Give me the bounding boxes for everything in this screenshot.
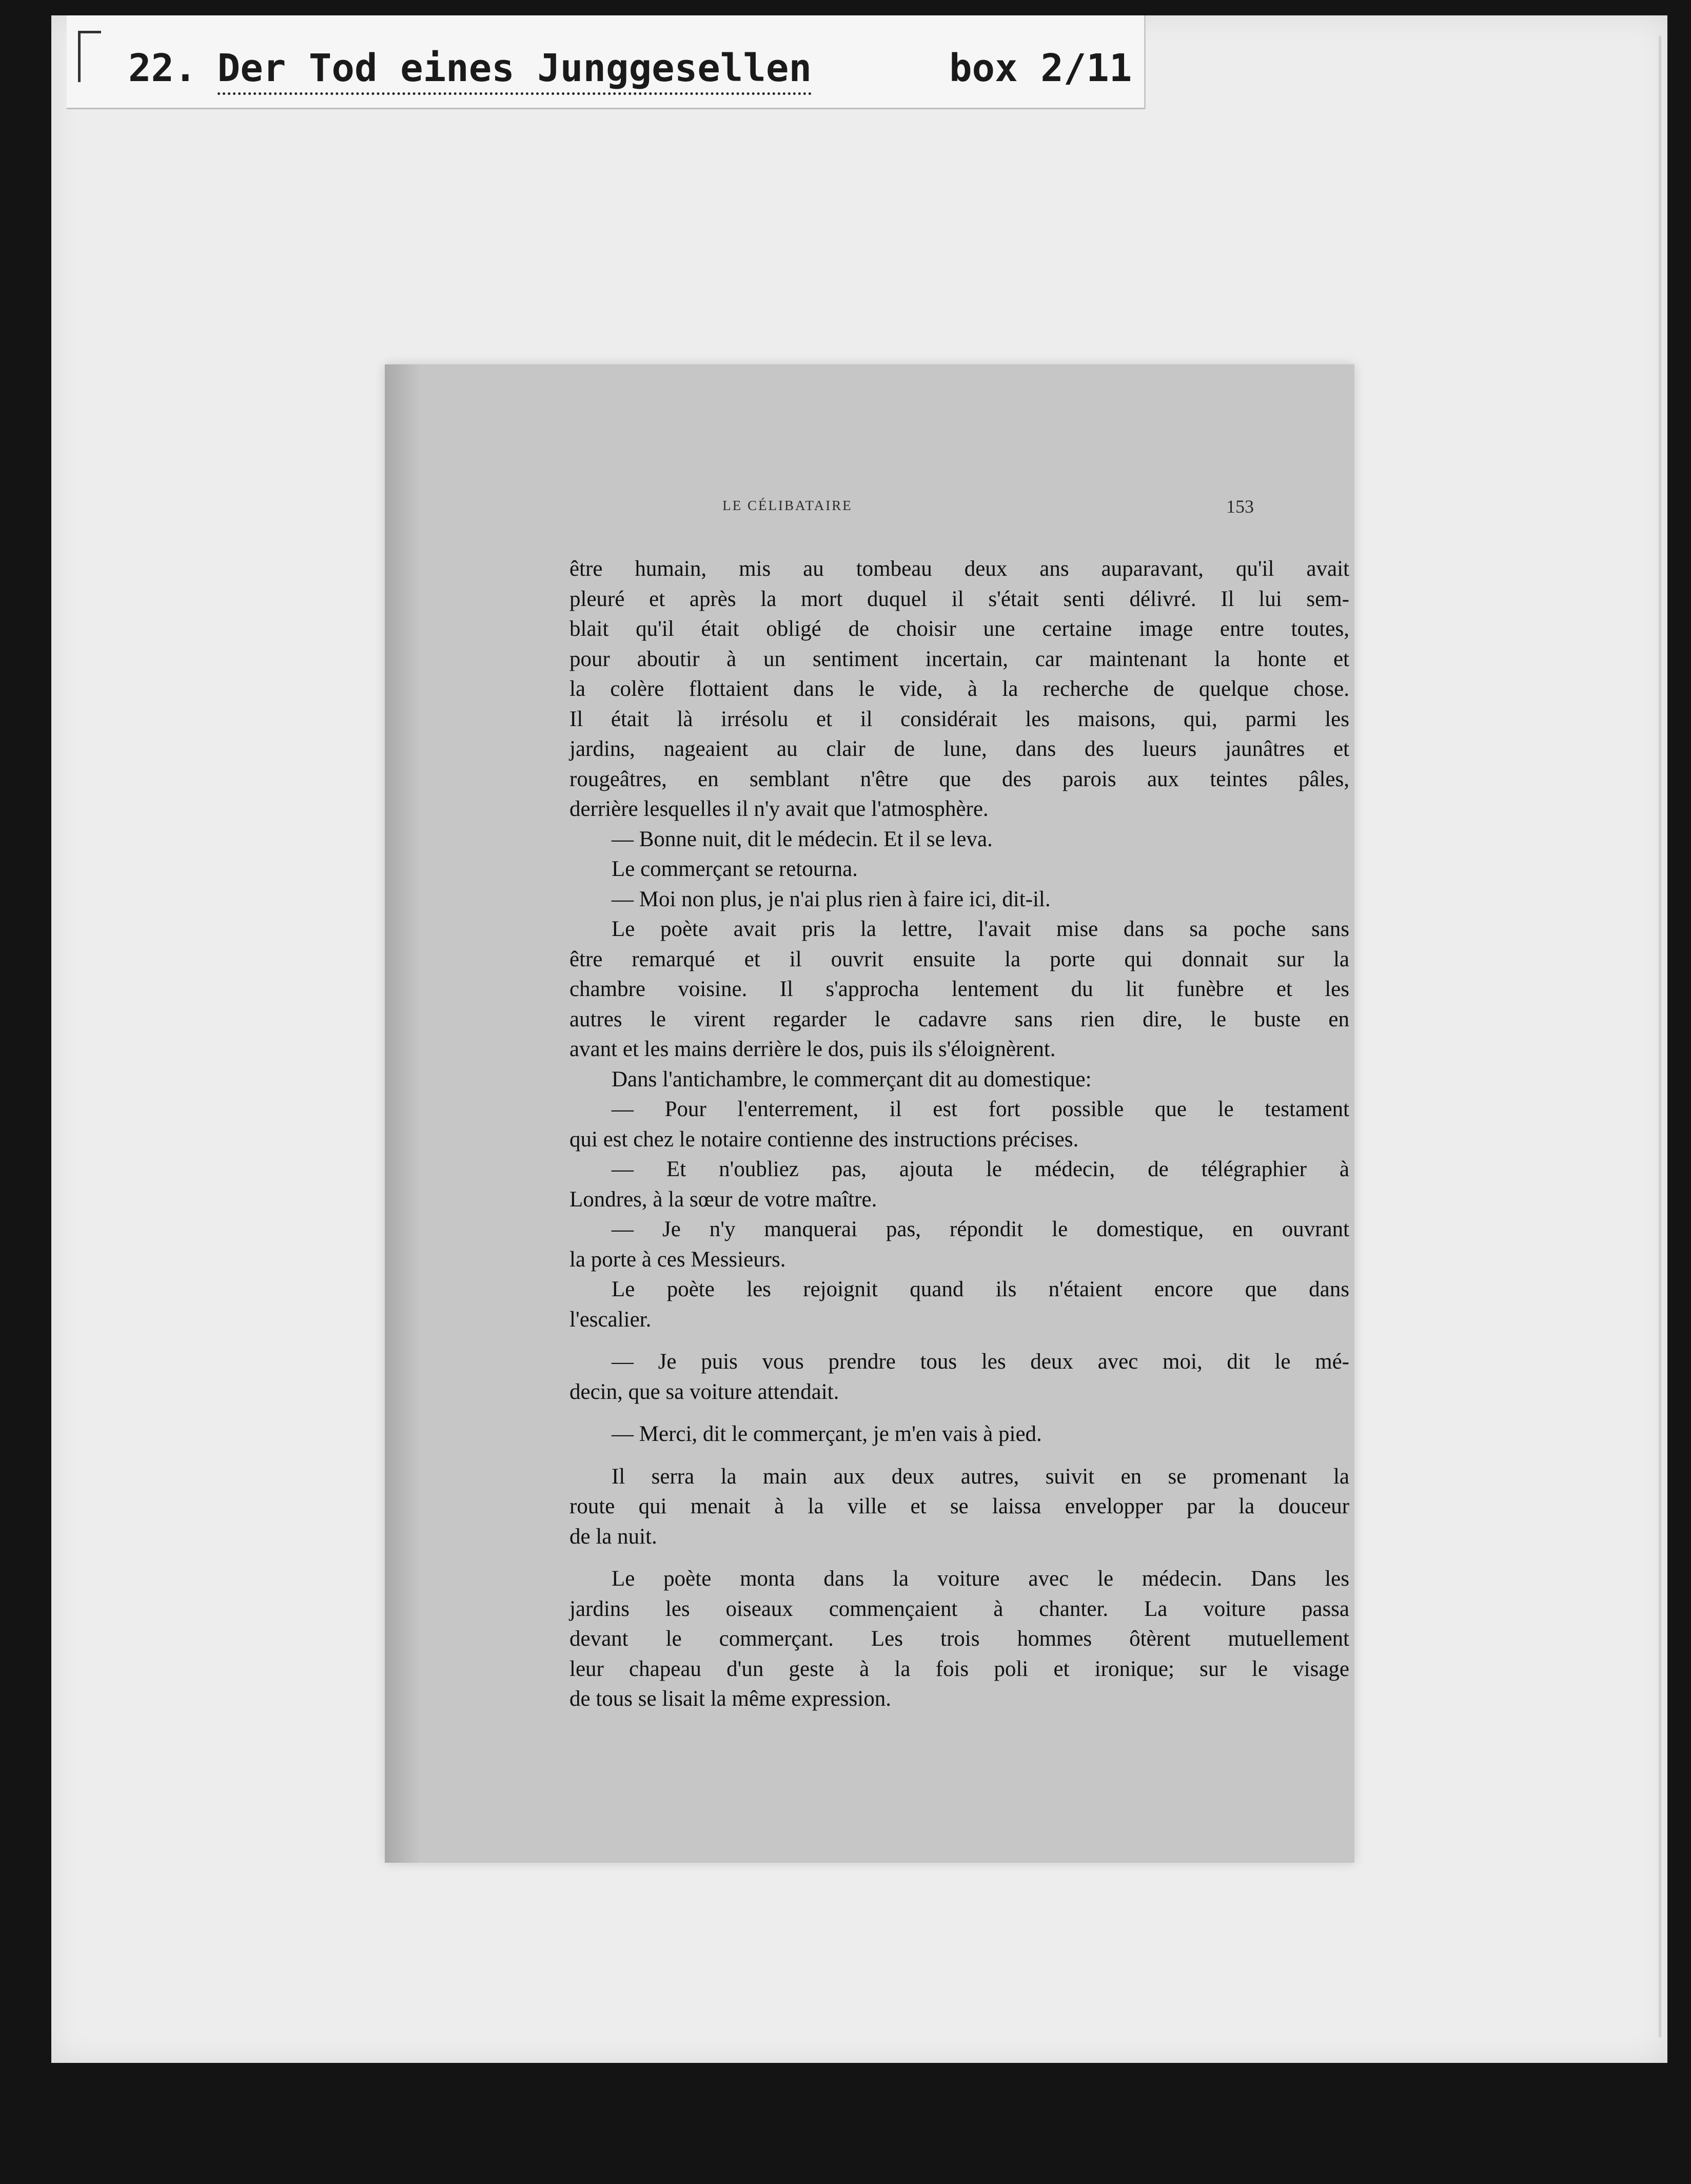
text-line: chambre voisine. Il s'approcha lentement du lit funèbre et les [569, 977, 1349, 1001]
text-line: blait qu'il était obligé de choisir une certaine image entre toutes, [569, 617, 1349, 641]
text-line: — Moi non plus, je n'ai plus rien à faire ici, dit-il. [612, 887, 1051, 911]
text-line: jardins, nageaient au clair de lune, dans des lueurs jaunâtres et [569, 737, 1349, 761]
body-text [569, 554, 1349, 1714]
paragraph-gap [569, 1552, 1349, 1564]
text-line: Il serra la main aux deux autres, suivit en se promenant la [612, 1464, 1349, 1489]
text-line: autres le virent regarder le cadavre sans rien dire, le buste en [569, 1007, 1349, 1031]
text-line: de tous se lisait la même expression. [569, 1687, 891, 1711]
label-number: 22. [128, 46, 197, 90]
text-line: devant le commerçant. Les trois hommes ôtèrent mutuellement [569, 1627, 1349, 1651]
corner-bracket [78, 31, 101, 82]
text-line: Dans l'antichambre, le commerçant dit au domestique: [612, 1067, 1092, 1091]
text-line: derrière lesquelles il n'y avait que l'atmosphère. [569, 797, 989, 821]
text-line: decin, que sa voiture attendait. [569, 1379, 839, 1404]
printed-page [385, 364, 1354, 1863]
paragraph-gap [569, 1335, 1349, 1347]
running-head: LE CÉLIBATAIRE [722, 498, 853, 513]
text-line: leur chapeau d'un geste à la fois poli et ironique; sur le visage [569, 1656, 1349, 1681]
text-line: de la nuit. [569, 1524, 657, 1549]
text-line: — Merci, dit le commerçant, je m'en vais à pied. [612, 1422, 1042, 1446]
text-line: la colère flottaient dans le vide, à la recherche de quelque chose. [569, 677, 1349, 701]
text-line: qui est chez le notaire contienne des instructions précises. [569, 1127, 1079, 1152]
page-number: 153 [1226, 496, 1254, 517]
text-line: rougeâtres, en semblant n'être que des parois aux teintes pâles, [569, 767, 1349, 791]
text-line: Le poète monta dans la voiture avec le médecin. Dans les [612, 1567, 1349, 1591]
text-line: route qui menait à la ville et se laissa envelopper par la douceur [569, 1494, 1349, 1518]
text-line: être humain, mis au tombeau deux ans auparavant, qu'il avait [569, 557, 1349, 581]
text-line: pleuré et après la mort duquel il s'était senti délivré. Il lui sem- [569, 587, 1349, 611]
paragraph-gap [569, 1450, 1349, 1462]
text-line: Le commerçant se retourna. [612, 857, 858, 881]
text-line: — Je n'y manquerai pas, répondit le domestique, en ouvrant [612, 1217, 1349, 1241]
archive-sheet [51, 15, 1667, 2063]
text-line: pour aboutir à un sentiment incertain, car maintenant la honte et [569, 647, 1349, 671]
text-line: jardins les oiseaux commençaient à chanter. La voiture passa [569, 1596, 1349, 1621]
text-line: Il était là irrésolu et il considérait les maisons, qui, parmi les [569, 707, 1349, 731]
text-line: être remarqué et il ouvrit ensuite la porte qui donnait sur la [569, 947, 1349, 971]
text-line: la porte à ces Messieurs. [569, 1247, 786, 1272]
text-line: — Pour l'enterrement, il est fort possible que le testament [612, 1097, 1349, 1121]
text-line: Londres, à la sœur de votre maître. [569, 1187, 877, 1212]
text-line: — Et n'oubliez pas, ajouta le médecin, de télégraphier à [612, 1157, 1349, 1181]
text-line: — Bonne nuit, dit le médecin. Et il se leva. [612, 827, 993, 851]
text-line: — Je puis vous prendre tous les deux avec moi, dit le mé- [612, 1350, 1349, 1374]
text-line: Le poète avait pris la lettre, l'avait mise dans sa poche sans [612, 917, 1349, 941]
text-line: avant et les mains derrière le dos, puis ils s'éloignèrent. [569, 1037, 1056, 1061]
label-box: box 2/11 [949, 46, 1132, 90]
sheet-edge-line [1659, 36, 1661, 2037]
label-title [128, 46, 812, 90]
archive-label [67, 15, 1146, 109]
label-work-title: Der Tod eines Junggesellen [218, 46, 812, 95]
text-line: l'escalier. [569, 1307, 652, 1332]
paragraph-gap [569, 1407, 1349, 1419]
text-line: Le poète les rejoignit quand ils n'étaient encore que dans [612, 1277, 1349, 1301]
